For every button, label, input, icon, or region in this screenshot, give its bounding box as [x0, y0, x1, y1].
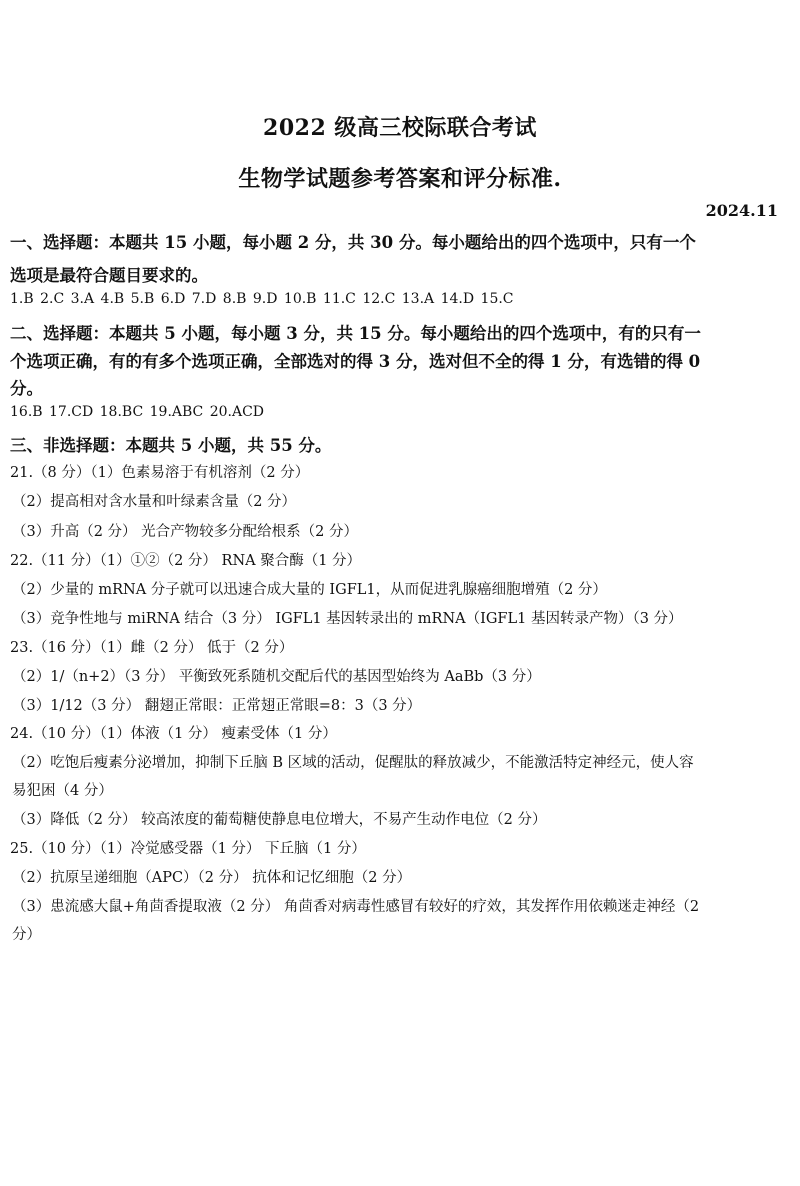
q23-part2: （2）1/（n+2）（3 分） 平衡致死系随机交配后代的基因型始终为 AaBb（3 分）: [12, 669, 541, 685]
q24-part3: （3）降低（2 分） 较高浓度的葡萄糖使静息电位增大，不易产生动作电位（2 分）: [12, 812, 547, 828]
section2-heading-line2: 个选项正确，有的有多个选项正确，全部选对的得 3 分，选对但不全的得 1 分，有选错的得 0: [10, 352, 701, 371]
q24-part2-line1: （2）吃饱后瘦素分泌增加，抑制下丘脑 B 区域的活动，促醒肽的释放减少，不能激活特定神经元，使人容: [12, 755, 694, 771]
section1-answers: 1.B 2.C 3.A 4.B 5.B 6.D 7.D 8.B 9.D 10.B 11.C 12.C 13.A 14.D 15.C: [10, 291, 514, 307]
document-date: 2024.11: [705, 201, 778, 220]
q24-part2-line2: 易犯困（4 分）: [12, 783, 113, 799]
q25-part3-line2: 分）: [12, 927, 41, 943]
section3-heading: 三、非选择题：本题共 5 小题，共 55 分。: [10, 436, 332, 455]
q22-part3: （3）竞争性地与 miRNA 结合（3 分） IGFL1 基因转录出的 mRNA（IGFL1 基因转录产物）（3 分）: [12, 611, 683, 627]
q21-part1: 21.（8 分）（1）色素易溶于有机溶剂（2 分）: [10, 465, 310, 481]
section2-heading-line3: 分。: [10, 379, 43, 398]
q21-part2: （2）提高相对含水量和叶绿素含量（2 分）: [12, 494, 297, 510]
q22-part1: 22.（11 分）（1）①②（2 分） RNA 聚合酶（1 分）: [10, 553, 362, 569]
q23-part3: （3）1/12（3 分） 翻翅正常眼：正常翅正常眼=8：3（3 分）: [12, 698, 422, 714]
exam-title: 2022 级高三校际联合考试: [263, 115, 537, 141]
q25-part3-line1: （3）患流感大鼠+角茴香提取液（2 分） 角茴香对病毒性感冒有较好的疗效，其发挥作用依赖迷走神经（2: [12, 899, 700, 915]
section1-heading-line2: 选项是最符合题目要求的。: [10, 266, 208, 285]
q21-part3: （3）升高（2 分） 光合产物较多分配给根系（2 分）: [12, 524, 359, 540]
document-title: 生物学试题参考答案和评分标准.: [238, 166, 562, 192]
q23-part1: 23.（16 分）（1）雌（2 分） 低于（2 分）: [10, 640, 294, 656]
q25-part2: （2）抗原呈递细胞（APC）（2 分） 抗体和记忆细胞（2 分）: [12, 870, 412, 886]
section2-answers: 16.B 17.CD 18.BC 19.ABC 20.ACD: [10, 404, 265, 420]
q24-part1: 24.（10 分）（1）体液（1 分） 瘦素受体（1 分）: [10, 726, 337, 742]
section2-heading-line1: 二、选择题：本题共 5 小题，每小题 3 分，共 15 分。每小题给出的四个选项中，有的只有一: [10, 324, 701, 343]
q22-part2: （2）少量的 mRNA 分子就可以迅速合成大量的 IGFL1，从而促进乳腺癌细胞增殖（2 分）: [12, 582, 607, 598]
section1-heading-line1: 一、选择题：本题共 15 小题，每小题 2 分，共 30 分。每小题给出的四个选项中，只有一个: [10, 233, 696, 252]
q25-part1: 25.（10 分）（1）冷觉感受器（1 分） 下丘脑（1 分）: [10, 841, 366, 857]
